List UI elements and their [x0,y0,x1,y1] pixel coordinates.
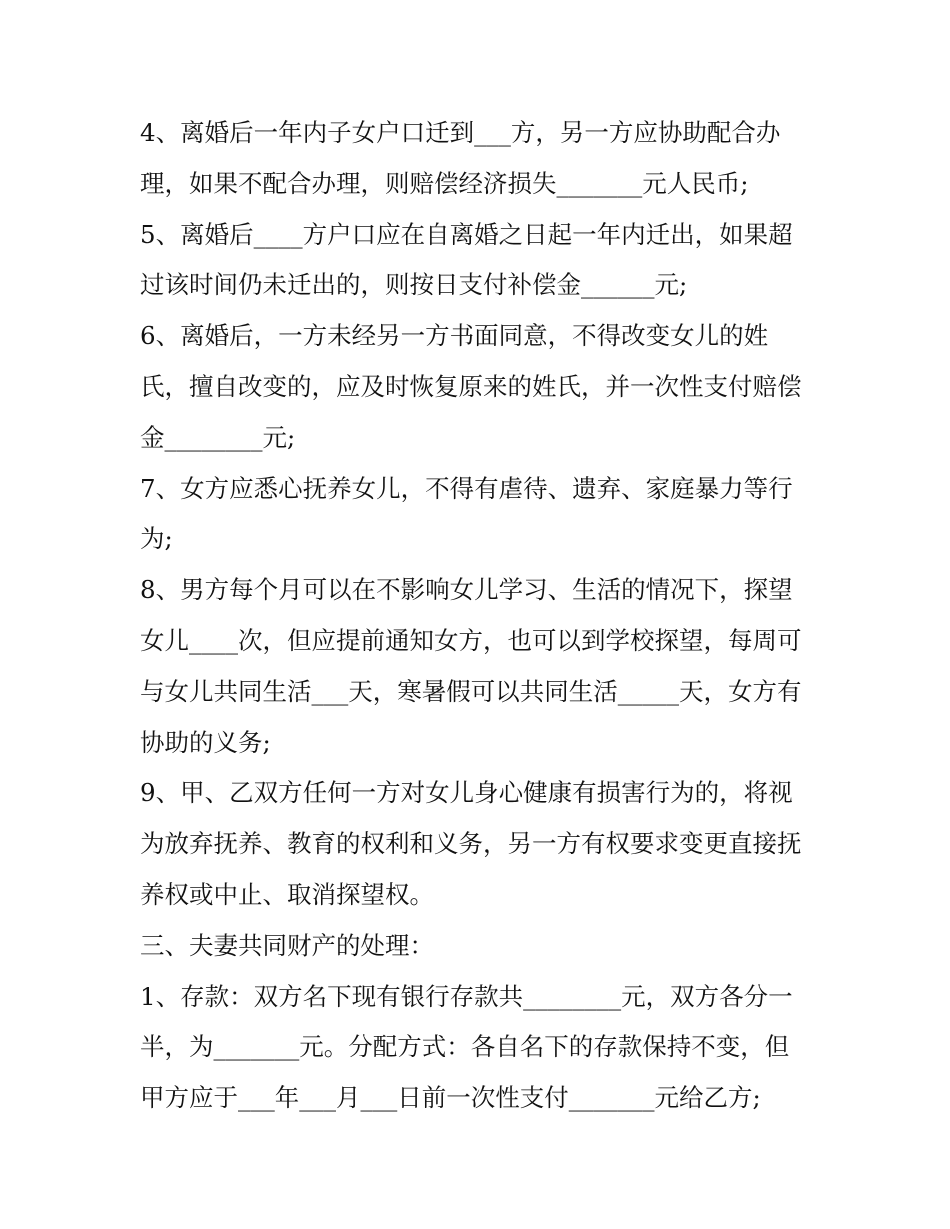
text-line: 养权或中止、取消探望权。 [140,879,434,909]
text-line: 甲方应于___年___月___日前一次性支付_______元给乙方; [140,1083,761,1113]
text-line: 9、甲、乙双方任何一方对女儿身心健康有损害行为的，将视 [140,778,793,808]
text-line: 理，如果不配合办理，则赔偿经济损失_______元人民币; [140,168,749,198]
text-line: 5、离婚后____方户口应在自离婚之日起一年内迁出，如果超 [140,219,793,249]
section-heading: 三、夫妻共同财产的处理： [140,930,434,960]
text-line: 为放弃抚养、教育的权利和义务，另一方有权要求变更直接抚 [140,829,802,859]
text-line: 与女儿共同生活___天，寒暑假可以共同生活_____天，女方有 [140,676,802,706]
text-line: 氏，擅自改变的，应及时恢复原来的姓氏，并一次性支付赔偿 [140,371,802,401]
text-line: 半，为_______元。分配方式：各自名下的存款保持不变，但 [140,1032,790,1062]
text-line: 1、存款：双方名下现有银行存款共________元，双方各分一 [140,981,793,1011]
text-line: 金________元; [140,422,296,452]
text-line: 协助的义务; [140,727,271,757]
text-line: 8、男方每个月可以在不影响女儿学习、生活的情况下，探望 [140,575,793,605]
text-line: 女儿____次，但应提前通知女方，也可以到学校探望，每周可 [140,625,802,655]
text-line: 4、离婚后一年内子女户口迁到___方，另一方应协助配合办 [140,118,781,147]
document-body [140,108,820,1124]
text-line: 7、女方应悉心抚养女儿，不得有虐待、遗弃、家庭暴力等行 [140,473,793,503]
text-line: 6、离婚后，一方未经另一方书面同意，不得改变女儿的姓 [140,321,769,351]
text-line: 为; [140,524,173,554]
text-line: 过该时间仍未迁出的，则按日支付补偿金______元; [140,270,688,300]
